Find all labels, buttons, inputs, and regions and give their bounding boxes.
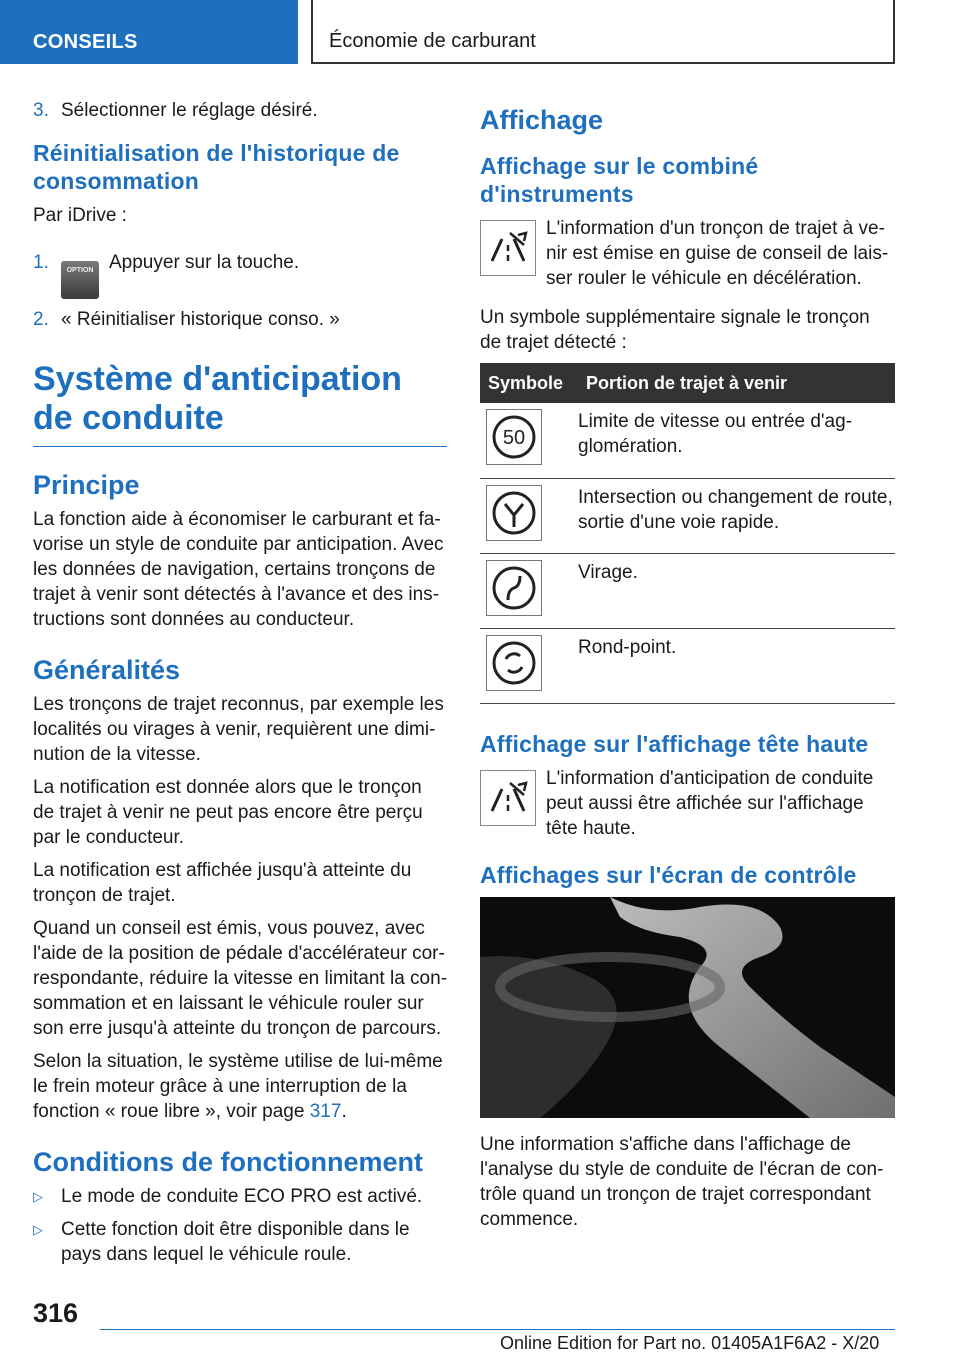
bullet-triangle-icon: ▷ <box>33 1189 43 1204</box>
par-idrive: Par iDrive : <box>33 205 127 226</box>
principe-text: La fonction aide à économiser le carburant et favorise un style de conduite par anticipation. Avec les données de navigation, certains tronçons de trajet à venir sont détectés à l'avance et des instructions sont données au conducteur. <box>33 509 444 630</box>
step-text: OPTION Appuyer sur la touche. <box>61 250 299 299</box>
step-number: 3. <box>33 100 49 121</box>
info-block <box>480 766 895 841</box>
left-column <box>33 98 447 1275</box>
generalites-heading: Généralités <box>33 655 181 685</box>
speed-limit-50-icon <box>486 409 542 465</box>
combine-text: L'information d'un tronçon de trajet à venir est émise en guise de conseil de laisser rouler le véhicule en décélération. <box>546 218 889 289</box>
bullet-triangle-icon: ▷ <box>33 1222 43 1237</box>
table-row <box>480 478 895 553</box>
step-text: « Réinitialiser historique conso. » <box>61 309 340 330</box>
step-number: 2. <box>33 309 49 330</box>
table-header: Portion de trajet à venir <box>578 363 895 403</box>
hud-heading: Affichage sur l'affichage tête haute <box>480 730 869 757</box>
table-cell: Rond-point. <box>578 628 895 703</box>
table-row <box>480 553 895 628</box>
svg-text:50: 50 <box>502 427 526 449</box>
road-warning-icon <box>480 220 536 276</box>
page-number: 316 <box>33 1298 79 1328</box>
road-warning-icon <box>480 770 536 826</box>
info-block <box>480 216 895 291</box>
principe-heading: Principe <box>33 470 140 500</box>
paragraph: Les tronçons de trajet reconnus, par exemple les localités ou virages à venir, requièrent une diminution de la vitesse. <box>33 694 444 765</box>
list-item: ▷ Cette fonction doit être disponible dans le pays dans lequel le véhicule roule. <box>33 1219 410 1265</box>
step-text: Sélectionner le réglage désiré. <box>61 100 318 121</box>
affichage-heading: Affichage <box>480 105 604 135</box>
list-item <box>33 307 447 332</box>
intersection-icon <box>486 485 542 541</box>
list-item <box>33 250 447 299</box>
hud-text: L'information d'anticipation de conduite peut aussi être affichée sur l'affichage tête haute. <box>546 767 874 839</box>
combine-heading: Affichage sur le combiné d'instruments <box>480 153 759 207</box>
conditions-heading: Conditions de fonctionnement <box>33 1147 423 1177</box>
table-cell: Intersection ou changement de route, sortie d'une voie rapide. <box>578 478 895 553</box>
header-title: Économie de carburant <box>311 0 895 64</box>
right-column <box>480 98 895 1240</box>
paragraph: La notification est donnée alors que le tronçon de trajet à venir ne peut pas encore être perçu par le conducteur. <box>33 777 423 848</box>
option-button-icon: OPTION <box>61 261 99 299</box>
table-header: Symbole <box>480 363 578 403</box>
main-heading: Système d'anticipation de conduite <box>33 360 447 447</box>
ecran-heading: Affichages sur l'écran de contrôle <box>480 861 857 888</box>
footer-edition: Online Edition for Part no. 01405A1F6A2 - X/20 <box>500 1333 880 1353</box>
reset-heading: Réinitialisation de l'historique de consommation <box>33 140 400 194</box>
symbol-intro: Un symbole supplémentaire signale le tronçon de trajet détecté : <box>480 307 870 353</box>
page-link[interactable]: 317 <box>309 1101 342 1122</box>
footer-divider <box>100 1329 895 1330</box>
step-number: 1. <box>33 252 49 273</box>
ecran-text: Une information s'affiche dans l'affichage de l'analyse du style de conduite de l'écran de contrôle quand un tronçon de trajet correspondant commence. <box>480 1133 884 1230</box>
paragraph: Quand un conseil est émis, vous pouvez, avec l'aide de la position de pédale d'accélérateur correspondante, réduire la vitesse en limitant la consommation et en laissant le véhicule rouler sur son erre jusqu'à atteinte du tronçon de parcours. <box>33 918 448 1039</box>
list-item: ▷ Le mode de conduite ECO PRO est activé. <box>33 1186 423 1207</box>
paragraph: Selon la situation, le système utilise de lui-même le frein moteur grâce à une interruption de la fonction « roue libre », voir page 317. <box>33 1051 443 1122</box>
curve-icon <box>486 560 542 616</box>
header-section: CONSEILS <box>0 0 298 64</box>
list-item <box>33 98 447 123</box>
symbol-table <box>480 363 895 704</box>
table-cell: Limite de vitesse ou entrée d'agglomération. <box>578 403 895 478</box>
table-row <box>480 403 895 478</box>
roundabout-icon <box>486 635 542 691</box>
table-row <box>480 628 895 703</box>
road-illustration-image <box>480 897 895 1118</box>
table-cell: Virage. <box>578 553 895 628</box>
paragraph: La notification est affichée jusqu'à atteinte du tronçon de trajet. <box>33 860 412 906</box>
